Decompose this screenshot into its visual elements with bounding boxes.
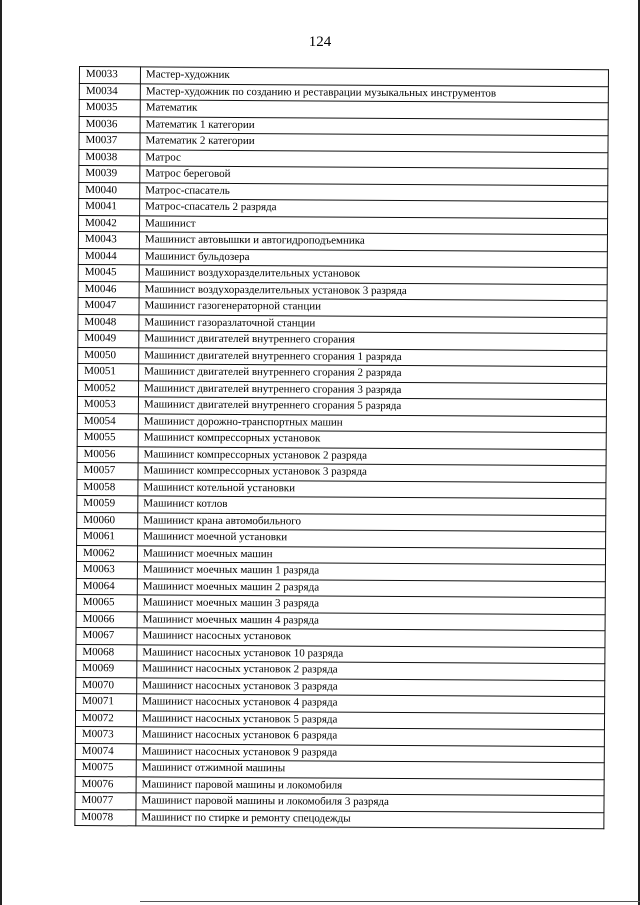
- row-occupation-cell: Машинист двигателей внутреннего сгорания 1 разряда: [139, 347, 607, 366]
- row-occupation-cell: Машинист моечных машин 4 разряда: [137, 611, 605, 630]
- row-code-cell: M0054: [77, 413, 138, 430]
- row-code-cell: M0043: [78, 231, 139, 248]
- row-code-cell: M0055: [77, 429, 138, 446]
- row-code-cell: M0064: [76, 578, 137, 595]
- row-occupation-cell: Машинист моечных машин 2 разряда: [137, 578, 605, 597]
- row-occupation-cell: Машинист воздухоразделительных установок: [139, 265, 607, 284]
- row-occupation-cell: Матрос: [140, 149, 608, 168]
- row-occupation-cell: Машинист газогенераторной станции: [139, 298, 607, 317]
- row-occupation-cell: Машинист по стирке и ремонту спецодежды: [136, 809, 604, 828]
- row-occupation-cell: Машинист компрессорных установок: [138, 430, 606, 449]
- page-number: 124: [308, 34, 332, 50]
- row-occupation-cell: Машинист двигателей внутреннего сгорания 2 разряда: [139, 364, 607, 383]
- row-code-cell: M0066: [76, 611, 137, 628]
- row-code-cell: M0052: [77, 380, 138, 397]
- scan-bottom-edge: [140, 901, 640, 902]
- row-code-cell: M0044: [78, 248, 139, 265]
- row-occupation-cell: Матрос-спасатель: [140, 182, 608, 201]
- row-code-cell: M0071: [76, 693, 137, 710]
- row-code-cell: M0056: [77, 446, 138, 463]
- row-code-cell: M0069: [76, 660, 137, 677]
- row-code-cell: M0067: [76, 627, 137, 644]
- row-occupation-cell: Машинист котельной установки: [138, 479, 606, 498]
- row-occupation-cell: Машинист моечной установки: [138, 529, 606, 548]
- row-occupation-cell: Машинист воздухоразделительных установок 3 разряда: [139, 281, 607, 300]
- occupation-code-table-container: [79, 66, 609, 826]
- row-occupation-cell: Машинист паровой машины и локомобиля: [136, 776, 604, 795]
- row-occupation-cell: Машинист двигателей внутреннего сгорания: [139, 331, 607, 350]
- row-occupation-cell: Машинист: [139, 215, 607, 234]
- row-occupation-cell: Машинист паровой машины и локомобиля 3 разряда: [136, 793, 604, 812]
- table-row: [75, 809, 604, 829]
- row-occupation-cell: Машинист моечных машин 1 разряда: [137, 562, 605, 581]
- row-occupation-cell: Машинист бульдозера: [139, 248, 607, 267]
- row-code-cell: M0034: [79, 83, 140, 100]
- row-code-cell: M0039: [79, 166, 140, 183]
- row-code-cell: M0035: [79, 100, 140, 117]
- row-occupation-cell: Машинист насосных установок 4 разряда: [137, 694, 605, 713]
- row-occupation-cell: Матрос-спасатель 2 разряда: [140, 199, 608, 218]
- row-code-cell: M0049: [78, 330, 139, 347]
- row-code-cell: M0041: [79, 199, 140, 216]
- row-occupation-cell: Машинист автовышки и автогидроподъемника: [139, 232, 607, 251]
- row-code-cell: M0051: [78, 363, 139, 380]
- row-code-cell: M0038: [79, 149, 140, 166]
- row-code-cell: M0061: [77, 528, 138, 545]
- row-occupation-cell: Математик 2 категории: [140, 133, 608, 152]
- row-code-cell: M0063: [76, 561, 137, 578]
- row-code-cell: M0070: [76, 677, 137, 694]
- row-occupation-cell: Мастер-художник по созданию и реставрации музыкальных инструментов: [140, 83, 608, 102]
- row-code-cell: M0072: [75, 710, 136, 727]
- scan-left-edge: [0, 0, 2, 905]
- row-occupation-cell: Машинист насосных установок 3 разряда: [137, 677, 605, 696]
- table-body: [75, 67, 609, 829]
- row-code-cell: M0065: [76, 594, 137, 611]
- row-code-cell: M0076: [75, 776, 136, 793]
- row-code-cell: M0045: [78, 264, 139, 281]
- row-code-cell: M0078: [75, 809, 136, 826]
- row-occupation-cell: Машинист насосных установок 2 разряда: [137, 661, 605, 680]
- row-code-cell: M0074: [75, 743, 136, 760]
- row-occupation-cell: Машинист моечных машин 3 разряда: [137, 595, 605, 614]
- row-code-cell: M0047: [78, 297, 139, 314]
- row-code-cell: M0060: [77, 512, 138, 529]
- row-occupation-cell: Машинист насосных установок 5 разряда: [136, 710, 604, 729]
- row-occupation-cell: Машинист насосных установок 6 разряда: [136, 727, 604, 746]
- occupation-code-table: [74, 66, 609, 829]
- row-code-cell: M0068: [76, 644, 137, 661]
- row-code-cell: M0033: [79, 67, 140, 84]
- row-code-cell: M0057: [77, 462, 138, 479]
- row-occupation-cell: Машинист дорожно-транспортных машин: [138, 413, 606, 432]
- row-code-cell: M0042: [78, 215, 139, 232]
- row-code-cell: M0053: [77, 396, 138, 413]
- row-occupation-cell: Машинист насосных установок 10 разряда: [137, 644, 605, 663]
- row-occupation-cell: Машинист компрессорных установок 3 разряда: [138, 463, 606, 482]
- row-code-cell: M0046: [78, 281, 139, 298]
- row-occupation-cell: Машинист моечных машин: [137, 545, 605, 564]
- row-code-cell: M0073: [75, 726, 136, 743]
- row-occupation-cell: Машинист газоразлаточной станции: [139, 314, 607, 333]
- row-code-cell: M0036: [79, 116, 140, 133]
- row-code-cell: M0058: [77, 479, 138, 496]
- row-occupation-cell: Машинист насосных установок 9 разряда: [136, 743, 604, 762]
- row-code-cell: M0075: [75, 759, 136, 776]
- row-code-cell: M0037: [79, 133, 140, 150]
- row-occupation-cell: Мастер-художник: [140, 67, 608, 86]
- row-occupation-cell: Машинист крана автомобильного: [138, 512, 606, 531]
- row-occupation-cell: Машинист двигателей внутреннего сгорания 5 разряда: [138, 397, 606, 416]
- row-code-cell: M0059: [77, 495, 138, 512]
- row-code-cell: M0077: [75, 792, 136, 809]
- row-code-cell: M0048: [78, 314, 139, 331]
- row-code-cell: M0062: [76, 545, 137, 562]
- row-occupation-cell: Машинист компрессорных установок 2 разряда: [138, 446, 606, 465]
- row-occupation-cell: Машинист котлов: [138, 496, 606, 515]
- row-occupation-cell: Машинист двигателей внутреннего сгорания 3 разряда: [138, 380, 606, 399]
- row-code-cell: M0040: [79, 182, 140, 199]
- row-occupation-cell: Машинист отжимной машины: [136, 760, 604, 779]
- row-occupation-cell: Математик 1 категории: [140, 116, 608, 135]
- row-occupation-cell: Математик: [140, 100, 608, 119]
- row-occupation-cell: Машинист насосных установок: [137, 628, 605, 647]
- row-code-cell: M0050: [78, 347, 139, 364]
- row-occupation-cell: Матрос береговой: [140, 166, 608, 185]
